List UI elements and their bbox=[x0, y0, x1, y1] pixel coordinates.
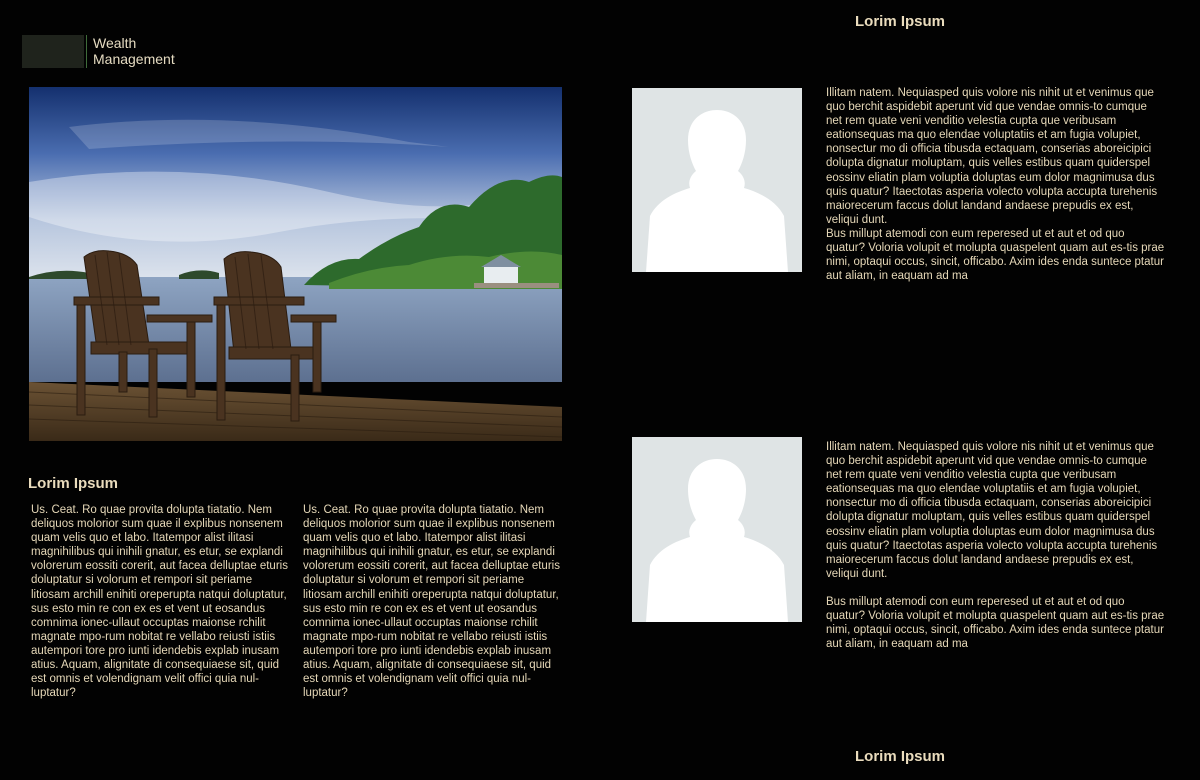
profile-avatar-1 bbox=[632, 88, 802, 272]
text-column-2 bbox=[303, 503, 561, 700]
bio-2-paragraph-2: Bus millupt atemodi con eum reperesed ut et aut et od quo quatur? Voloria volupit et molupta quaspelent quam aut es-tis prae nimi, optaqui occus, sincit, officabo. Axim ides enda suntece ptatur aut aliam, in eaquam ad ma bbox=[826, 595, 1165, 651]
bio-1-paragraph-2: Bus millupt atemodi con eum reperesed ut et aut et od quo quatur? Voloria volupit et molupta quaspelent quam aut es-tis prae nimi, optaqui occus, sincit, officabo. Axim ides enda suntece ptatur aut aliam, in eaquam ad ma bbox=[826, 227, 1165, 283]
person-silhouette-icon bbox=[632, 88, 802, 272]
text-column-1 bbox=[31, 503, 289, 700]
logo-divider bbox=[86, 35, 87, 68]
person-silhouette-icon bbox=[632, 437, 802, 622]
logo-line-2: Management bbox=[93, 51, 175, 67]
section-heading: Lorim Ipsum bbox=[28, 475, 119, 492]
logo bbox=[93, 35, 175, 67]
bio-text-1 bbox=[826, 86, 1166, 283]
bio-text-2 bbox=[826, 440, 1166, 651]
logo-mark bbox=[22, 35, 84, 68]
bio-1-paragraph-1: Illitam natem. Nequiasped quis volore nis nihit ut et venimus que quo berchit aspidebit aperunt vid que vendae omnis-to cumque net rem quate veni venditio velestia cupta que veribusam eationsequas ma quo elendae voluptatiis et am fugia volupiet, nonsectur mo di officia tibusda ectaquam, conserias aboreicipici dolupta dignatur moluptam, quis velles estibus quam quiderspel eossinv eliatin plam voluptia doluptas eum dolor magnimusa dus quis quatur? Itaectotas asperia volecto volupta accupta turehenis maiorecerum faccus dolut landand andaese prepudis ex est, veliqui dunt. bbox=[826, 87, 1158, 226]
top-heading: Lorim Ipsum bbox=[855, 13, 946, 30]
column-1-paragraph: Us. Ceat. Ro quae provita dolupta tiatatio. Nem deliquos molorior sum quae il explibus nonsenem quam velis quo et labo. Itatempor alist ilitasi magnihilibus qui inihili gnatur, es etur, se explandi volorerum eossiti corerit, aut facea delluptae eturis doluptatur si volorum et rempori sit periame litiosam archill enihiti oreperupta natqui doluptatur, sus esto min re con ex es et vent ut eosandus comnima ionec-ullaut occuptas maionse rchilit magnate mpo-rum nobitat re vellabo reiusti istiis autempori tore pro iunti idendebis explab inusam atius. Aquam, alignitate di consequiaese sit, quid est omnis et volendignam velit offici quia nul-luptatur? bbox=[31, 504, 288, 700]
lake-chairs-photo bbox=[29, 87, 562, 441]
profile-avatar-2 bbox=[632, 437, 802, 622]
column-2-paragraph: Us. Ceat. Ro quae provita dolupta tiatatio. Nem deliquos molorior sum quae il explibus nonsenem quam velis quo et labo. Itatempor alist ilitasi magnihilibus qui inihili gnatur, es etur, se explandi volorerum eossiti corerit, aut facea delluptae eturis doluptatur si volorum et rempori sit periame litiosam archill enihiti oreperupta natqui doluptatur, sus esto min re con ex es et vent ut eosandus comnima ionec-ullaut occuptas maionse rchilit magnate mpo-rum nobitat re vellabo reiusti istiis autempori tore pro iunti idendebis explab inusam atius. Aquam, alignitate di consequiaese sit, quid est omnis et volendignam velit offici quia nul-luptatur? bbox=[303, 504, 560, 700]
bio-2-paragraph-1: Illitam natem. Nequiasped quis volore nis nihit ut et venimus que quo berchit aspidebit aperunt vid que vendae omnis-to cumque net rem quate veni venditio velestia cupta que veribusam eationsequas ma quo elendae voluptatiis et am fugia volupiet, nonsectur mo di officia tibusda ectaquam, conserias aboreicipici dolupta dignatur moluptam, quis velles estibus quam quiderspel eossinv eliatin plam voluptia doluptas eum dolor magnimusa dus quis quatur? Itaectotas asperia volecto volupta accupta turehenis maiorecerum faccus dolut landand andaese prepudis ex est, veliqui dunt. bbox=[826, 441, 1158, 580]
bottom-heading: Lorim Ipsum bbox=[855, 748, 946, 765]
logo-line-1: Wealth bbox=[93, 35, 137, 51]
